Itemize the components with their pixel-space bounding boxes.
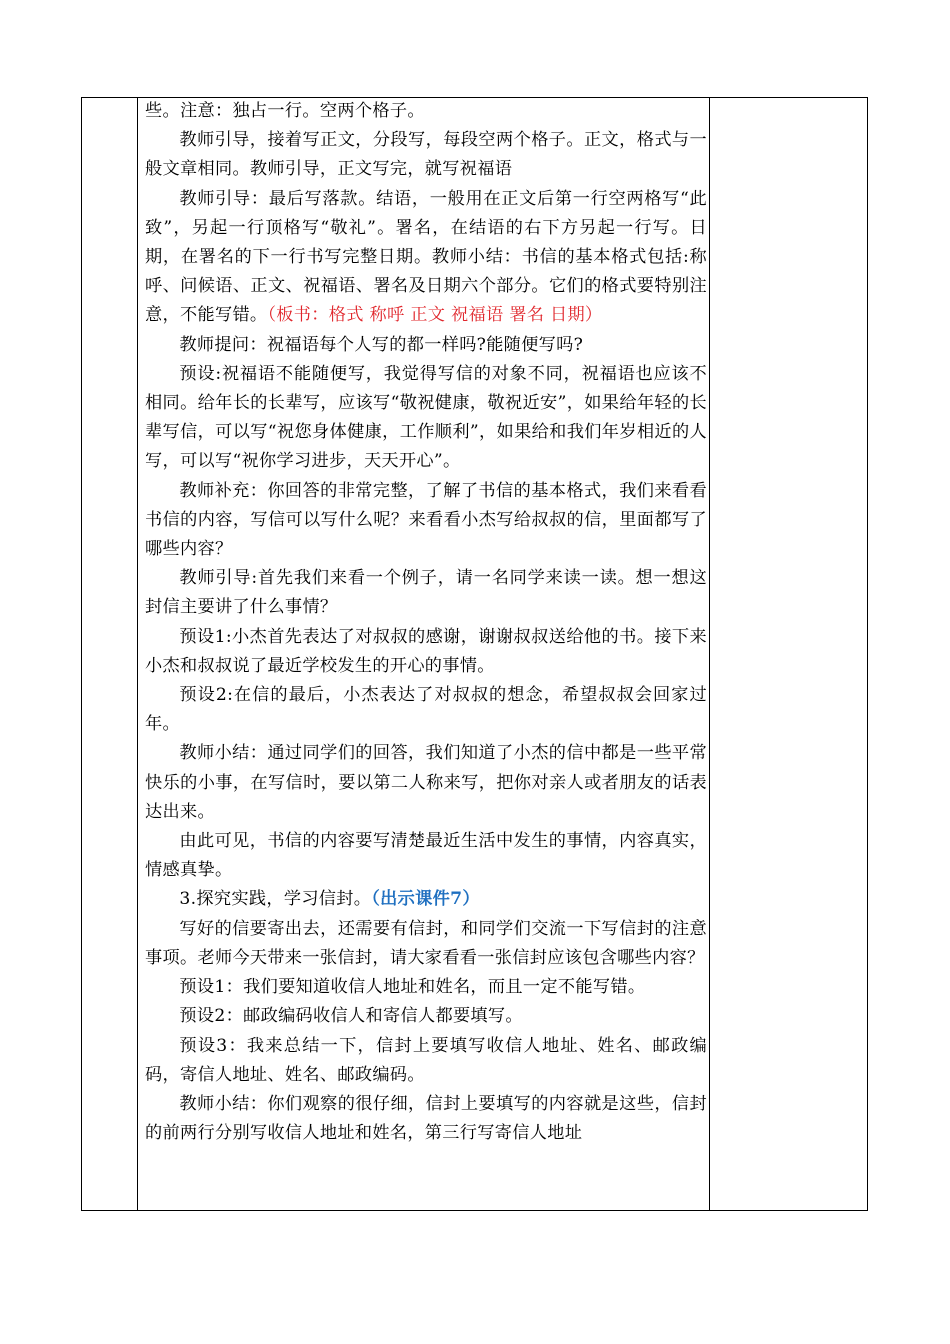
paragraph: 些。注意：独占一行。空两个格子。 (145, 101, 425, 121)
paragraph (145, 185, 707, 331)
paragraph: 教师提问：祝福语每个人写的都一样吗?能随便写吗? (179, 334, 584, 355)
paragraph: 预设1：我们要知道收信人地址和姓名，而且一定不能写错。 (179, 977, 646, 998)
paragraph: 教师小结：你们观察的很仔细，信封上要填写的内容就是这些，信封的前两行分别写收信人地址和姓名，第三行写寄信人地址 (145, 1093, 707, 1144)
column-divider-left (137, 98, 138, 1210)
column-divider-right (709, 98, 710, 1210)
section-heading-text: 3.探究实践，学习信封。 (179, 889, 372, 910)
blackboard-note: （板书：格式 称呼 正文 祝福语 署名 日期） (267, 305, 603, 326)
paragraph: 写好的信要寄出去，还需要有信封，和同学们交流一下写信封的注意事项。老师今天带来一张信封，请大家看看一张信封应该包含哪些内容？ (145, 918, 707, 968)
paragraph: 教师引导:首先我们来看一个例子，请一名同学来读一读。想一想这封信主要讲了什么事情？ (145, 568, 707, 618)
paragraph: 预设1:小杰首先表达了对叔叔的感谢，谢谢叔叔送给他的书。接下来小杰和叔叔说了最近学校发生的开心的事情。 (145, 626, 707, 676)
lesson-content-cell (145, 97, 707, 1211)
paragraph-text: 教师引导：最后写落款。结语，一般用在正文后第一行空两格写“此致”，另起一行顶格写“敬礼”。署名，在结语的右下方另起一行写。日期，在署名的下一行书写完整日期。教师小结：书信的基本格式包括:称呼、问候语、正文、祝福语、署名及日期六个部分。它们的格式要特别注意，不能写错。 (145, 188, 707, 326)
section-heading (145, 885, 707, 914)
paragraph: 预设:祝福语不能随便写，我觉得写信的对象不同，祝福语也应该不相同。给年长的长辈写，应该写“敬祝健康，敬祝近安”，如果给年轻的长辈写信，可以写“祝您身体健康，工作顺利”，如果给和我们年岁相近的人写，可以写“祝你学习进步，天天开心”。 (145, 363, 707, 472)
paragraph: 由此可见，书信的内容要写清楚最近生活中发生的事情，内容真实，情感真挚。 (145, 831, 707, 881)
paragraph: 教师引导，接着写正文，分段写，每段空两个格子。正文，格式与一般文章相同。教师引导，正文写完，就写祝福语 (145, 130, 707, 180)
courseware-note: （出示课件7） (371, 889, 480, 910)
paragraph: 预设2:在信的最后，小杰表达了对叔叔的想念，希望叔叔会回家过年。 (145, 685, 707, 735)
paragraph: 教师补充：你回答的非常完整，了解了书信的基本格式，我们来看看书信的内容，写信可以写什么呢？来看看小杰写给叔叔的信，里面都写了哪些内容？ (145, 480, 707, 560)
paragraph: 预设2：邮政编码收信人和寄信人都要填写。 (179, 1006, 523, 1027)
paragraph: 教师小结：通过同学们的回答，我们知道了小杰的信中都是一些平常快乐的小事，在写信时，要以第二人称来写，把你对亲人或者朋友的话表达出来。 (145, 743, 707, 822)
paragraph: 预设3：我来总结一下，信封上要填写收信人地址、姓名、邮政编码，寄信人地址、姓名、邮政编码。 (145, 1035, 707, 1085)
